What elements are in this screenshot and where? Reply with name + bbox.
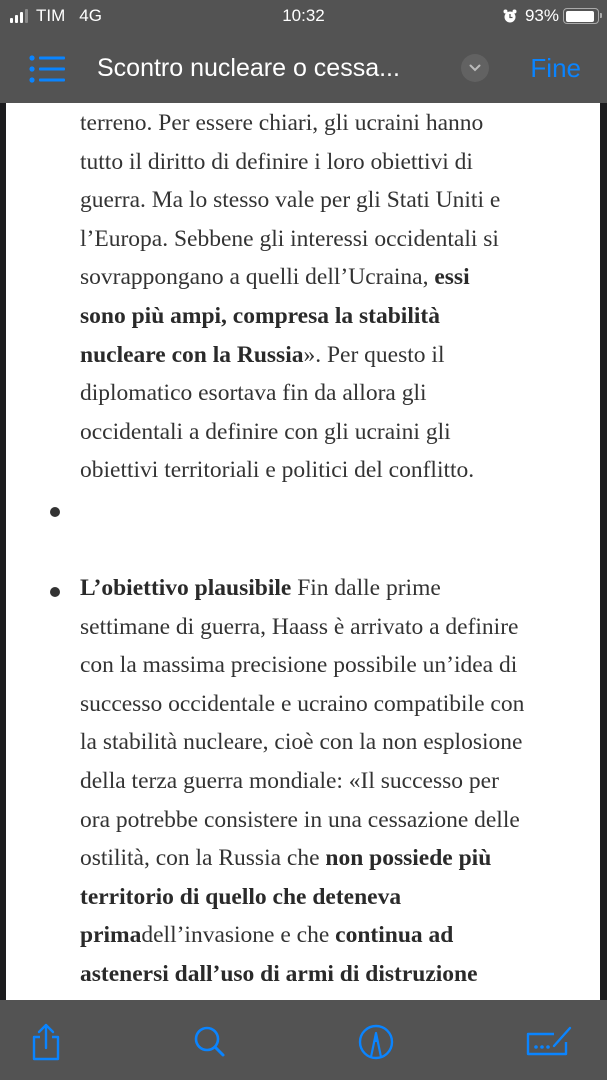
body-text: diplomatico esortava fin da allora gli <box>80 380 427 407</box>
done-button[interactable]: Fine <box>530 53 581 83</box>
text-line <box>80 220 590 259</box>
text-line <box>80 608 590 647</box>
text-line <box>80 104 590 143</box>
share-icon <box>26 1022 66 1062</box>
text-line <box>80 374 590 413</box>
body-text: la stabilità nucleare, cioè con la non esplosione <box>80 729 523 756</box>
text-line <box>80 569 590 608</box>
text-line <box>80 646 590 685</box>
text-line <box>80 916 590 955</box>
body-text: ». Per questo il <box>303 341 445 368</box>
bold-text: L’obiettivo plausibile <box>80 575 292 601</box>
body-text: ora potrebbe consistere in una cessazione delle <box>80 806 520 833</box>
body-text: Fin dalle prime <box>291 575 441 601</box>
text-line <box>80 801 590 840</box>
bold-text: prima <box>80 922 142 949</box>
bold-text: sono più ampi, compresa la stabilità <box>80 302 440 329</box>
body-text: guerra. Ma lo stesso vale per gli Stati Uniti e <box>80 187 501 214</box>
body-text: occidentali a definire con gli ucraini gli <box>80 418 451 445</box>
article-list-item <box>80 569 590 1032</box>
nav-bar <box>0 34 607 103</box>
article-paragraph <box>80 104 590 490</box>
title-dropdown-button[interactable] <box>461 54 489 82</box>
text-line <box>80 413 590 452</box>
alarm-clock-icon <box>503 9 517 23</box>
battery-icon <box>563 8 599 24</box>
body-text: settimane di guerra, Haass è arrivato a definire <box>80 613 519 640</box>
text-line <box>80 143 590 182</box>
battery-percent: 93% <box>524 6 559 25</box>
markup-button[interactable] <box>356 1022 396 1062</box>
bold-text: continua ad <box>335 922 454 949</box>
body-text: successo occidentale e ucraino compatibile con <box>80 690 525 717</box>
bold-text: territorio di quello che deteneva <box>80 883 402 910</box>
text-line <box>80 181 590 220</box>
body-text: l’Europa. Sebbene gli interessi occidentali si <box>80 225 499 252</box>
signature-button[interactable] <box>524 1022 574 1062</box>
body-text: sovrappongano a quelli dell’Ucraina, <box>80 264 435 291</box>
body-text: ostilità, con la Russia che <box>80 845 326 872</box>
body-text: terreno. Per essere chiari, gli ucraini hanno <box>80 110 484 136</box>
document-page[interactable] <box>6 103 600 1000</box>
body-text: tutto il diritto di definire i loro obiettivi di <box>80 148 473 175</box>
text-line <box>80 762 590 801</box>
list-icon <box>28 54 66 84</box>
search-icon <box>190 1022 230 1062</box>
status-bar <box>0 0 607 34</box>
carrier-name: TIM <box>36 6 66 25</box>
text-line <box>80 955 590 994</box>
text-line <box>80 451 590 490</box>
empty-bullet <box>50 507 60 517</box>
bold-text: non possiede più <box>325 845 492 872</box>
markup-pen-icon <box>356 1022 396 1062</box>
text-line <box>80 258 590 297</box>
status-right <box>503 6 599 26</box>
table-of-contents-button[interactable] <box>28 54 66 84</box>
bold-text: nucleare con la Russia <box>80 341 304 368</box>
text-line <box>80 685 590 724</box>
body-text: con la massima precisione possibile un’idea di <box>80 652 518 679</box>
network-type: 4G <box>79 6 102 25</box>
document-title[interactable]: Scontro nucleare o cessa... <box>97 54 400 82</box>
body-text: della terza guerra mondiale: «Il successo per <box>80 767 499 794</box>
bold-text: astenersi dall’uso di armi di distruzione <box>80 960 478 987</box>
text-line <box>80 839 590 878</box>
clock: 10:32 <box>282 6 325 25</box>
list-bullet <box>50 587 60 597</box>
body-text: dell’invasione e che <box>141 922 336 949</box>
right-margin <box>600 103 607 1000</box>
text-line <box>80 336 590 375</box>
search-button[interactable] <box>190 1022 230 1062</box>
bottom-toolbar <box>0 1000 607 1080</box>
body-text: obiettivi territoriali e politici del conflitto. <box>80 457 475 484</box>
share-button[interactable] <box>26 1022 66 1062</box>
text-line <box>80 723 590 762</box>
chevron-down-icon <box>469 64 481 72</box>
signature-icon <box>524 1022 574 1062</box>
text-line <box>80 297 590 336</box>
text-line <box>80 878 590 917</box>
bold-text: essi <box>434 264 470 291</box>
